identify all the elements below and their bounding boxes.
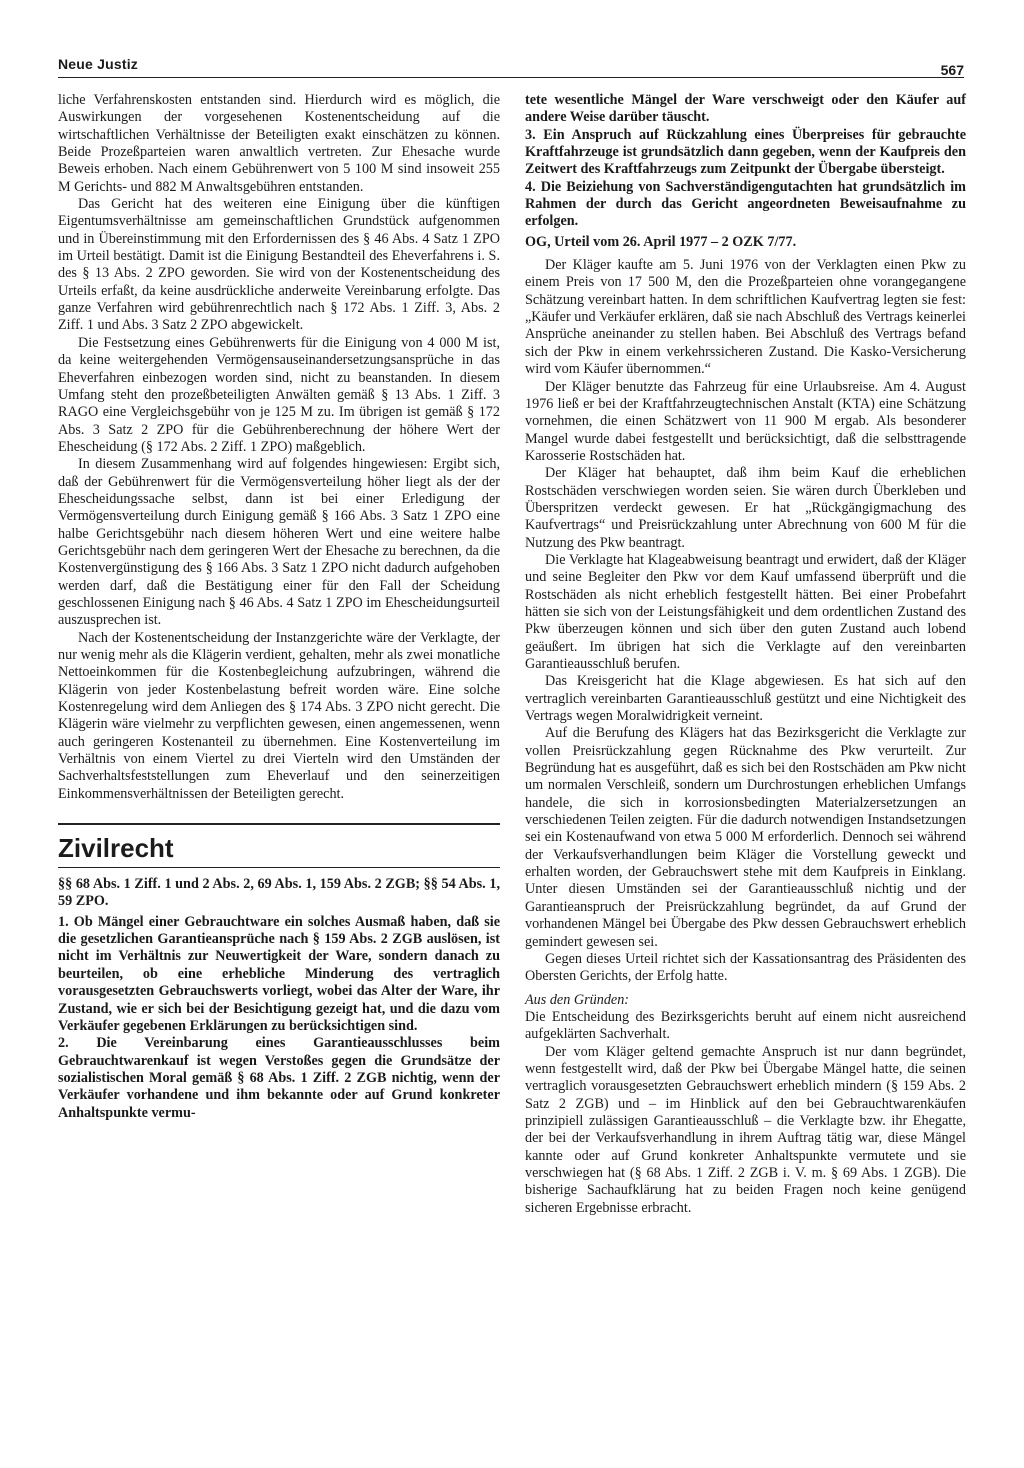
page-number: 567 (940, 62, 964, 78)
section-heading-block (58, 823, 500, 868)
decision-citation: OG, Urteil vom 26. April 1977 – 2 OZK 7/77. (525, 233, 797, 250)
paragraph: Auf die Berufung des Klägers hat das Bezirksgericht die Verklagte zur vollen Preisrückzahlung gegen Rücknahme des Pkw verurteilt. Zur Begründung hat es ausgeführt, daß es sich bei den Rostschäden am Pkw nicht um normalen Verschleiß, sondern um Durchrostungen erheblichen Umfangs handele, die sich in korrosionsbedingten Materialzersetzungen an verschiedenen Teilen zeigten. Für die dadurch notwendigen Instandsetzungen sei ein Kostenaufwand von etwa 5 000 M erforderlich. Dennoch sei während der Verkaufsverhandlungen beim Kläger die Vorstellung geweckt und erhalten worden, der Gebrauchswert stehe mit dem Kaufpreis in Einklang. Unter diesen Umständen sei der Garantieausschluß nichtig und der Garantieanspruch der Preisrückzahlung begründet, da auf Grund der vorhandenen Mängel bei Übergabe des Pkw dessen Gebrauchswert erheblich gemindert gewesen sei. (525, 725, 966, 950)
paragraph: Der Kläger kaufte am 5. Juni 1976 von der Verklagten einen Pkw zu einem Preis von 17 500 M, den die Prozeßparteien ohne vorangegangene Schätzung vereinbart hatten. In dem schriftlichen Kaufvertrag legten sie fest: „Käufer und Verkäufer erklären, daß sie nach Abschluß des Vertrags keinerlei Ansprüche aneinander zu stellen haben. Bei Abschluß des Vertrags befand sich der Pkw in einem verkehrssicheren Zustand. Die Kasko-Versicherung wird vom Käufer übernommen.“ (525, 257, 966, 378)
headnote: 2. Die Vereinbarung eines Garantieausschlusses beim Gebrauchtwarenkauf ist wegen Verstoßes gegen die Grundsätze der sozialistischen Moral gemäß § 68 Abs. 1 Ziff. 2 ZGB nichtig, wenn der Verkäufer vorhandene und ihm bekannte oder auf Grund konkreter Anhaltspunkte vermu- (58, 1035, 500, 1121)
paragraph: Die Festsetzung eines Gebührenwerts für die Einigung von 4 000 M ist, da keine weitergehenden Vermögensauseinandersetzungsansprüche in das Eheverfahren einbezogen worden sind, nicht zu beanstanden. In diesem Umfang steht den prozeßbeteiligten Anwälten gemäß § 13 Abs. 1 Ziff. 3 RAGO eine Vergleichsgebühr von je 125 M zu. Im übrigen ist gemäß § 172 Abs. 3 Satz 2 ZPO für die Gebührenberechnung der höhere Wert der Ehescheidung (§ 172 Abs. 2 Ziff. 1 ZPO) maßgeblich. (58, 334, 500, 455)
paragraph: Das Kreisgericht hat die Klage abgewiesen. Es hat sich auf den vertraglich vereinbarten Garantieausschluß gestützt und eine Nichtigkeit des Vertrags wegen Moralwidrigkeit verneint. (525, 673, 966, 725)
page-header (58, 56, 964, 78)
paragraph: In diesem Zusammenhang wird auf folgendes hingewiesen: Ergibt sich, daß der Gebührenwert für die Vermögensverteilung höher liegt als der der Ehescheidungssache selbst, dann ist bei einer Erledigung der Vermögensverteilung durch Einigung gemäß § 166 Abs. 3 Satz 1 ZPO eine halbe Gerichtsgebühr nach diesem höheren Wert und eine weitere halbe Gerichtsgebühr nach dem geringeren Wert der Ehesache zu berechnen, da die Kostenvergünstigung des § 166 Abs. 3 Satz 1 ZPO nicht dadurch aufgehoben werden darf, daß die Bestätigung einer für den Fall der Scheidung geschlossenen Einigung nach § 46 Abs. 4 Satz 1 ZPO im Ehescheidungsurteil auszusprechen ist. (58, 456, 500, 629)
journal-title: Neue Justiz (58, 56, 138, 72)
paragraph: liche Verfahrenskosten entstanden sind. Hierdurch wird es möglich, die Auswirkungen der vorgesehenen Kostenentscheidung auf die wirtschaftlichen Verhältnisse der Beteiligten exakt einschätzen zu können. Beide Prozeßparteien waren anwaltlich vertreten. Zur Ehesache wurde Beweis erhoben. Nach einem Gebührenwert von 5 100 M sind insoweit 255 M Gerichts- und 882 M Anwaltsgebühren entstanden. (58, 92, 500, 195)
headnote: 3. Ein Anspruch auf Rückzahlung eines Überpreises für gebrauchte Kraftfahrzeuge ist grundsätzlich dann gegeben, wenn der Kaufpreis den Zeitwert des Kraftfahrzeugs zum Zeitpunkt der Übergabe übersteigt. (525, 126, 966, 178)
headnote: tete wesentliche Mängel der Ware verschweigt oder den Käufer auf andere Weise darüber täuscht. (525, 92, 966, 126)
paragraph: Nach der Kostenentscheidung der Instanzgerichte wäre der Verklagte, der nur wenig mehr als die Klägerin verdient, gehalten, mehr als zwei monatliche Nettoeinkommen für die Kostenbegleichung aufzubringen, während die Klägerin von jeder Kostenbelastung befreit worden wäre. Eine solche Kostenregelung wird dem Anliegen des § 174 Abs. 3 ZPO nicht gerecht. Die Klägerin wäre vielmehr zu verpflichten gewesen, einen angemessenen, wenn auch geringeren Kostenanteil zu übernehmen. Eine Kostenverteilung im Verhältnis von einem Viertel zu drei Vierteln wird den Umständen der Sachverhaltsfeststellungen zum Eheverlauf und den seinerzeitigen Einkommensverhältnissen der Beteiligten gerecht. (58, 629, 500, 802)
headnote: 4. Die Beiziehung von Sachverständigengutachten hat grundsätzlich im Rahmen der durch das Gericht angeordneten Beweisaufnahme zu erfolgen. (525, 178, 966, 230)
section-title: Zivilrecht (58, 833, 174, 864)
reasons-heading: Aus den Gründen: (525, 991, 630, 1008)
paragraph: Der Kläger benutzte das Fahrzeug für eine Urlaubsreise. Am 4. August 1976 ließ er bei der Kraftfahrzeugtechnischen Anstalt (KTA) eine Schätzung vornehmen, die einen Schätzwert von 11 900 M ergab. Als besonderer Mangel wurde dabei festgestellt und berücksichtigt, daß die selbsttragende Karosserie Rostschäden hat. (525, 378, 966, 464)
paragraph: Gegen dieses Urteil richtet sich der Kassationsantrag des Präsidenten des Obersten Gerichts, der Erfolg hatte. (525, 950, 966, 985)
paragraph: Die Entscheidung des Bezirksgerichts beruht auf einem nicht ausreichend aufgeklärten Sachverhalt. (525, 1008, 966, 1043)
paragraph: Der vom Kläger geltend gemachte Anspruch ist nur dann begründet, wenn festgestellt wird, daß der Pkw bei Übergabe Mängel hatte, die seinen vertraglich vorausgesetzten Gebrauchswert erheblich mindern (§ 159 Abs. 2 Satz 2 ZGB) und – im Hinblick auf den bei Gebrauchtwarenkäufen prinzipiell zulässigen Garantieausschluß – die Verklagte bzw. ihr Ehegatte, der bei der Verkaufsverhandlung in ihrem Auftrag tätig war, diese Mängel kannte oder auf Grund konkreter Anhaltspunkte vermutete und sie verschwiegen hat (§ 68 Abs. 1 Ziff. 2 ZGB i. V. m. § 69 Abs. 1 ZGB). Die bisherige Sachaufklärung hat zu beiden Fragen noch keine genügend sicheren Ergebnisse erbracht. (525, 1043, 966, 1216)
section-rule-top (58, 823, 500, 825)
paragraph: Der Kläger hat behauptet, daß ihm beim Kauf die erheblichen Rostschäden verschwiegen worden seien. Sie wären durch Überkleben und Überspritzen verdeckt gewesen. Er hat „Rückgängigmachung des Kaufvertrags“ und Preisrückzahlung unter Abrechnung von 600 M für die Nutzung des Pkw beantragt. (525, 465, 966, 551)
paragraph: Das Gericht hat des weiteren eine Einigung über die künftigen Eigentumsverhältnisse am gemeinschaftlichen Grundstück aufgenommen und in Übereinstimmung mit den Erfordernissen des § 46 Abs. 4 Satz 1 ZPO im Urteil bestätigt. Damit ist die Einigung Bestandteil des Eheverfahrens i. S. des § 13 Abs. 2 ZPO geworden. Sie wird von der Kostenentscheidung des Urteils erfaßt, da keine ausdrückliche anderweite Vereinbarung erfolgte. Das ganze Verfahren wird gebührenrechtlich nach § 172 Abs. 1 Ziff. 3, Abs. 2 Ziff. 1 und Abs. 3 Satz 2 ZPO abgewickelt. (58, 196, 500, 334)
headnote: 1. Ob Mängel einer Gebrauchtware ein solches Ausmaß haben, daß sie die gesetzlichen Garantieansprüche nach § 159 Abs. 2 ZGB auslösen, ist nicht im Verhältnis zur Neuwertigkeit der Ware, sondern danach zu beurteilen, ob eine erhebliche Minderung des vertraglich vorausgesetzten Gebrauchswerts vorliegt, wobei das Alter der Ware, ihr Zustand, wie er sich bei der Besichtigung gezeigt hat, und die dazu vom Verkäufer gegebenen Erklärungen zu berücksichtigen sind. (58, 913, 500, 1034)
left-column (58, 92, 500, 1122)
right-column (525, 92, 966, 1217)
header-rule (58, 77, 964, 78)
section-rule-bottom (58, 867, 500, 868)
norm-references: §§ 68 Abs. 1 Ziff. 1 und 2 Abs. 2, 69 Abs. 1, 159 Abs. 2 ZGB; §§ 54 Abs. 1, 59 ZPO. (58, 876, 500, 910)
paragraph: Die Verklagte hat Klageabweisung beantragt und erwidert, daß der Kläger und seine Begleiter den Pkw vor dem Kauf umfassend überprüft und die Rostschäden als nicht erheblich festgestellt hätten. Bei einer Probefahrt hätten sie sich von der Leistungsfähigkeit und dem ordentlichen Zustand des Pkw überzeugen können und sich über den guten Zustand auch lobend geäußert. Im übrigen hat sich die Verklagte auf den vereinbarten Garantieausschluß berufen. (525, 551, 966, 672)
